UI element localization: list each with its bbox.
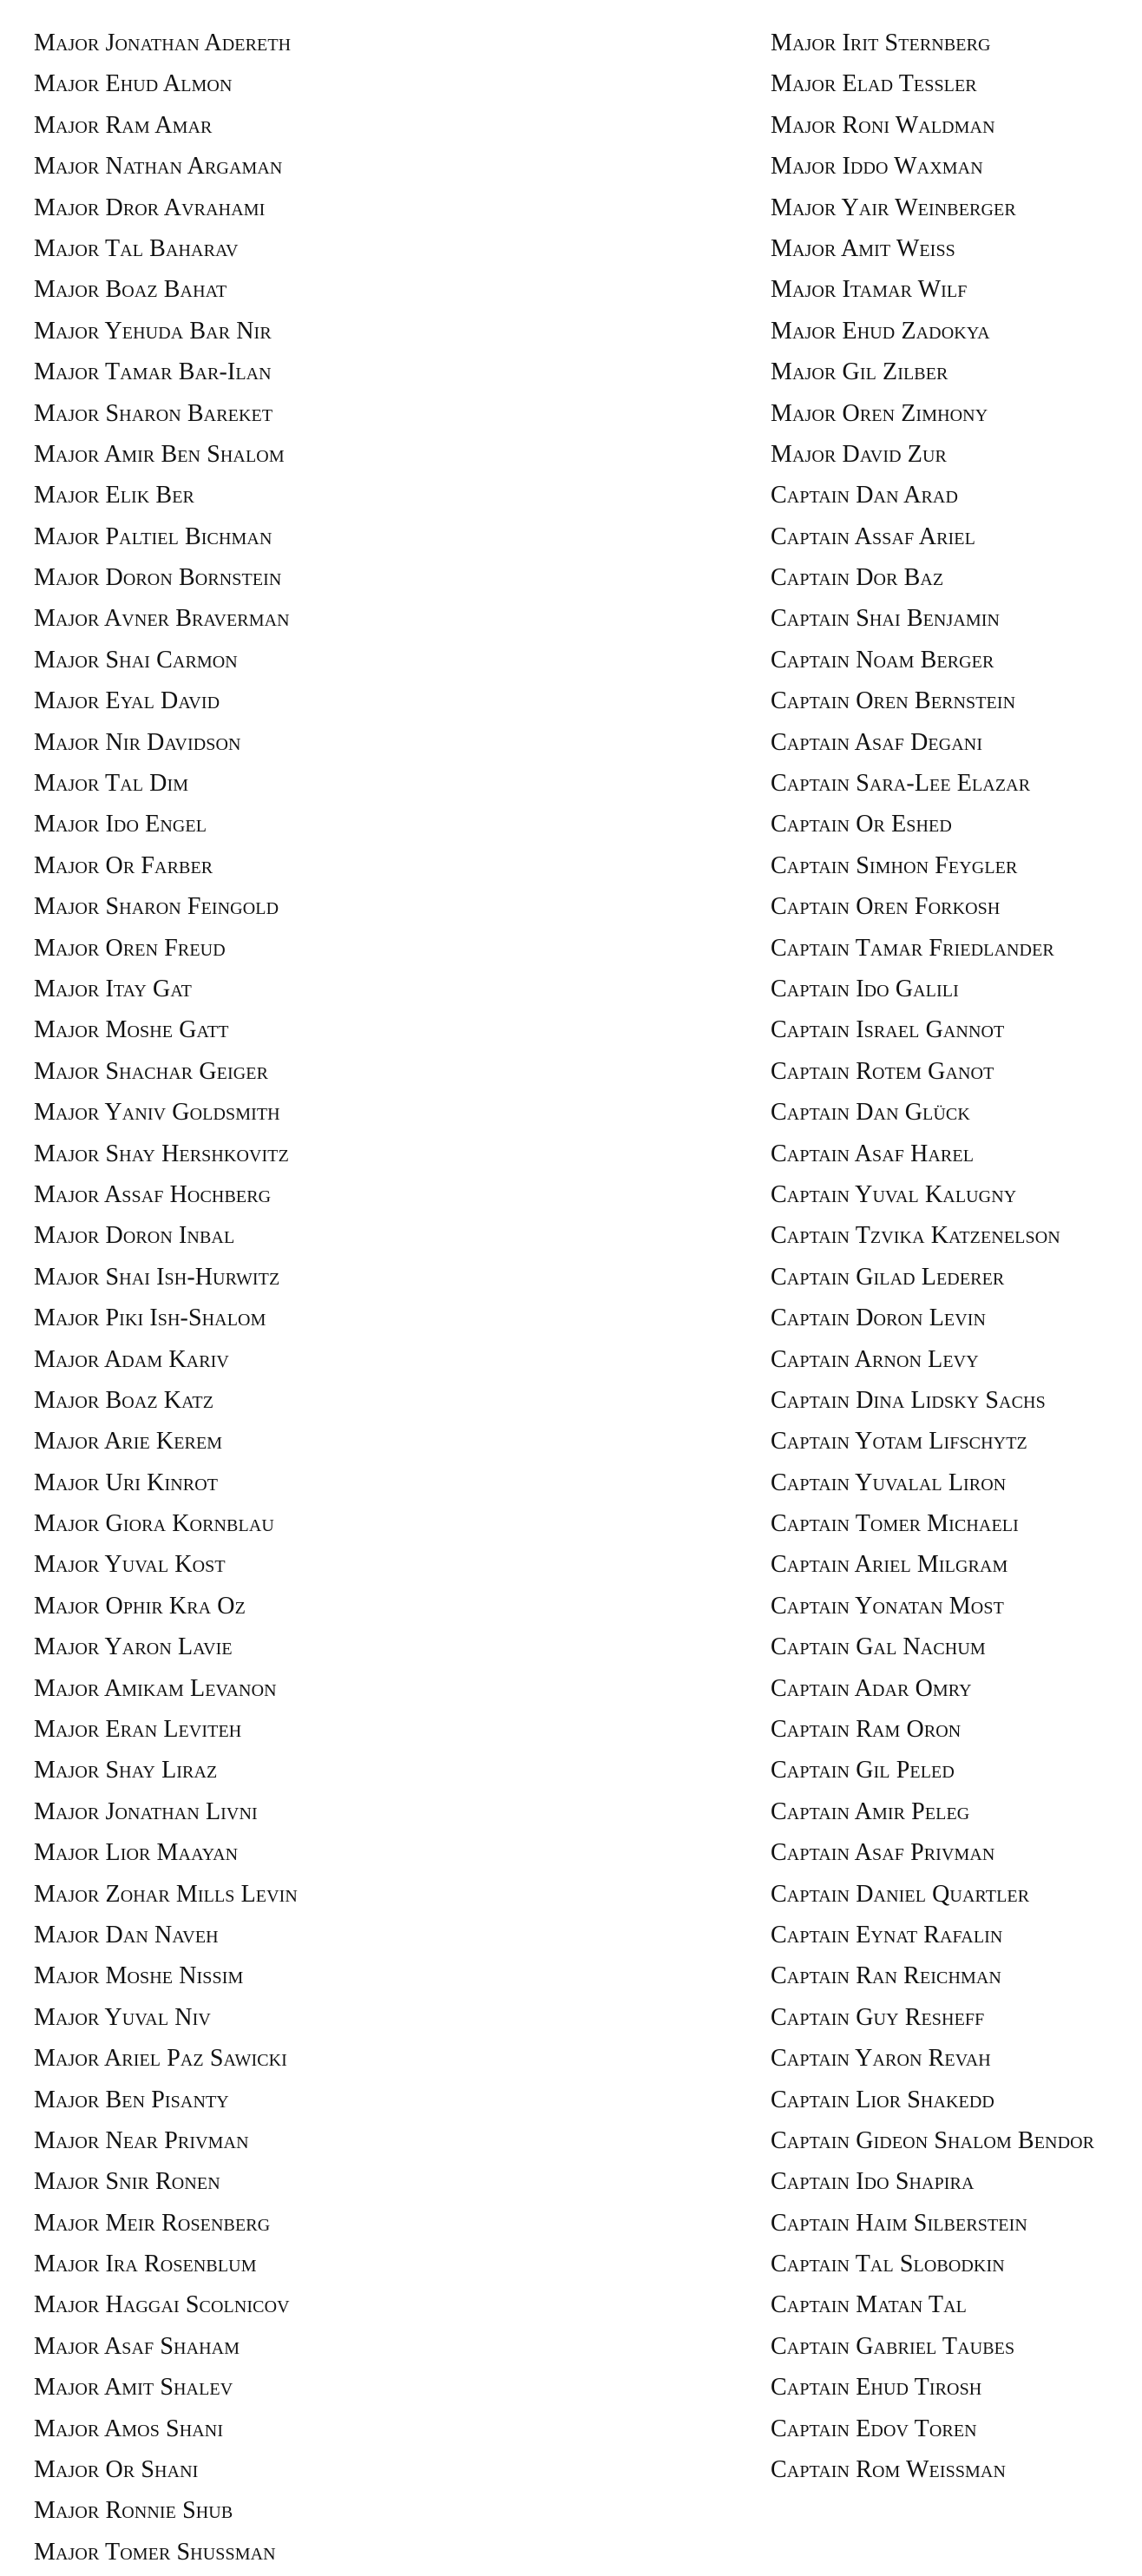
- list-item: Captain Daniel Quartler: [771, 1880, 1030, 1908]
- list-item: Major Snir Ronen: [34, 2168, 220, 2196]
- list-item: Captain Yaron Revah: [771, 2045, 991, 2073]
- list-item: Captain Arnon Levy: [771, 1345, 979, 1373]
- list-item: Captain Guy Resheff: [771, 2003, 985, 2031]
- list-item: Captain Ido Galili: [771, 975, 959, 1002]
- list-item: Captain Amir Peleg: [771, 1797, 970, 1825]
- list-item: Major Yuval Kost: [34, 1551, 226, 1579]
- list-item: Major Tamar Bar-Ilan: [34, 358, 272, 386]
- list-item: Captain Gil Peled: [771, 1757, 955, 1784]
- list-item: Major Moshe Nissim: [34, 1962, 244, 1990]
- list-item: Captain Sara-Lee Elazar: [771, 770, 1031, 798]
- list-item: Major Moshe Gatt: [34, 1016, 229, 1044]
- list-item: Major Amikam Levanon: [34, 1674, 277, 1702]
- list-item: Captain Yotam Lifschytz: [771, 1428, 1027, 1456]
- list-item: Captain Adar Omry: [771, 1674, 972, 1702]
- list-item: Major Nir Davidson: [34, 728, 241, 756]
- list-item: Major Giora Kornblau: [34, 1510, 274, 1538]
- list-item: Major Yaniv Goldsmith: [34, 1099, 280, 1127]
- list-item: Major Yair Weinberger: [771, 194, 1016, 221]
- list-item: Captain Oren Bernstein: [771, 687, 1016, 715]
- list-item: Major Or Shani: [34, 2456, 199, 2484]
- list-item: Major Paltiel Bichman: [34, 522, 272, 550]
- list-item: Major Sharon Bareket: [34, 399, 273, 427]
- list-item: Captain Asaf Privman: [771, 1839, 995, 1867]
- list-item: Major Ira Rosenblum: [34, 2251, 257, 2278]
- list-item: Major Adam Kariv: [34, 1345, 229, 1373]
- list-item: Captain Asaf Degani: [771, 728, 983, 756]
- list-item: Major Iddo Waxman: [771, 153, 983, 181]
- list-item: Captain Matan Tal: [771, 2291, 967, 2319]
- list-item: Major Yehuda Bar Nir: [34, 317, 272, 345]
- list-item: Major Jonathan Adereth: [34, 30, 292, 56]
- list-item: Major Ram Amar: [34, 111, 213, 139]
- list-item: Captain Tal Slobodkin: [771, 2251, 1005, 2278]
- list-item: Captain Israel Gannot: [771, 1016, 1005, 1044]
- list-item: Major Ehud Zadokya: [771, 317, 990, 345]
- list-item: Major Near Privman: [34, 2126, 249, 2154]
- list-item: Major Or Farber: [34, 851, 213, 879]
- list-item: Captain Yuval Kalugny: [771, 1180, 1017, 1208]
- list-item: Major Irit Sternberg: [771, 30, 991, 56]
- list-item: Major Ronnie Shub: [34, 2497, 233, 2525]
- left-name-column: [34, 26, 745, 2576]
- list-item: Major Dan Naveh: [34, 1921, 219, 1948]
- list-item: Major Amir Ben Shalom: [34, 440, 285, 468]
- list-item: Captain Eynat Rafalin: [771, 1921, 1003, 1948]
- list-item: Captain Or Eshed: [771, 811, 952, 838]
- list-item: Major David Zur: [771, 440, 947, 468]
- list-item: Major Haggai Scolnicov: [34, 2291, 290, 2319]
- list-item: Major Amit Shalev: [34, 2374, 233, 2402]
- list-item: Captain Yonatan Most: [771, 1592, 1004, 1620]
- list-item: Major Shai Carmon: [34, 646, 238, 674]
- list-item: Captain Gal Nachum: [771, 1633, 986, 1661]
- list-item: Major Asaf Shaham: [34, 2332, 240, 2360]
- list-item: Major Shay Liraz: [34, 1757, 218, 1784]
- list-item: Major Yaron Lavie: [34, 1633, 233, 1661]
- list-item: Captain Ehud Tirosh: [771, 2374, 982, 2402]
- list-item: Captain Tzvika Katzenelson: [771, 1222, 1060, 1250]
- list-item: Major Oren Freud: [34, 934, 226, 962]
- list-item: Major Ehud Almon: [34, 70, 233, 98]
- list-item: Major Oren Zimhony: [771, 399, 988, 427]
- list-item: Captain Oren Forkosh: [771, 893, 1001, 921]
- list-item: Captain Ariel Milgram: [771, 1551, 1008, 1579]
- list-item: Captain Rom Weissman: [771, 2456, 1007, 2484]
- list-item: Major Piki Ish-Shalom: [34, 1304, 266, 1332]
- list-item: Major Jonathan Livni: [34, 1797, 258, 1825]
- list-item: Major Shai Ish-Hurwitz: [34, 1263, 280, 1291]
- list-item: Captain Dan Arad: [771, 482, 959, 509]
- list-item: Major Roni Waldman: [771, 111, 995, 139]
- list-item: Captain Doron Levin: [771, 1304, 987, 1332]
- right-name-column: [771, 26, 1135, 2494]
- list-item: Major Ben Pisanty: [34, 2086, 229, 2113]
- list-item: Major Elad Tessler: [771, 70, 977, 98]
- list-item: Major Tal Baharav: [34, 234, 239, 262]
- list-item: Major Ophir Kra Oz: [34, 1592, 246, 1620]
- list-item: Captain Dan Glück: [771, 1099, 970, 1127]
- list-item: Major Elik Ber: [34, 482, 194, 509]
- list-item: Major Itamar Wilf: [771, 276, 968, 304]
- list-item: Captain Noam Berger: [771, 646, 994, 674]
- list-item: Captain Lior Shakedd: [771, 2086, 994, 2113]
- list-item: Captain Yuvalal Liron: [771, 1469, 1007, 1496]
- list-item: Captain Haim Silberstein: [771, 2209, 1027, 2237]
- list-item: Major Sharon Feingold: [34, 893, 279, 921]
- list-item: Captain Dor Baz: [771, 564, 944, 592]
- list-item: Major Meir Rosenberg: [34, 2209, 271, 2237]
- list-item: Captain Ido Shapira: [771, 2168, 975, 2196]
- list-item: Major Tal Dim: [34, 770, 189, 798]
- list-item: Captain Simhon Feygler: [771, 851, 1018, 879]
- list-item: Major Ariel Paz Sawicki: [34, 2045, 287, 2073]
- list-item: Captain Ram Oron: [771, 1716, 962, 1744]
- list-item: Captain Asaf Harel: [771, 1140, 975, 1167]
- list-item: Major Tomer Shussman: [34, 2538, 276, 2566]
- list-item: Major Doron Inbal: [34, 1222, 235, 1250]
- list-item: Major Uri Kinrot: [34, 1469, 219, 1496]
- list-item: Captain Gilad Lederer: [771, 1263, 1005, 1291]
- list-item: Captain Tomer Michaeli: [771, 1510, 1019, 1538]
- list-item: Major Gil Zilber: [771, 358, 948, 386]
- list-item: Major Boaz Bahat: [34, 276, 227, 304]
- list-item: Captain Tamar Friedlander: [771, 934, 1054, 962]
- list-item: Major Doron Bornstein: [34, 564, 282, 592]
- list-item: Major Itay Gat: [34, 975, 192, 1002]
- list-item: Major Arie Kerem: [34, 1428, 223, 1456]
- list-item: Major Eran Leviteh: [34, 1716, 242, 1744]
- list-item: Major Avner Braverman: [34, 605, 290, 633]
- list-item: Captain Edov Toren: [771, 2415, 977, 2442]
- list-item: Captain Assaf Ariel: [771, 522, 975, 550]
- list-item: Major Amos Shani: [34, 2415, 224, 2442]
- list-item: Major Shay Hershkovitz: [34, 1140, 289, 1167]
- list-item: Captain Shai Benjamin: [771, 605, 1001, 633]
- list-item: Major Eyal David: [34, 687, 220, 715]
- list-item: Captain Gabriel Taubes: [771, 2332, 1015, 2360]
- list-item: Major Assaf Hochberg: [34, 1180, 272, 1208]
- list-item: Major Dror Avrahami: [34, 194, 266, 221]
- list-item: Major Boaz Katz: [34, 1386, 214, 1414]
- list-item: Major Lior Maayan: [34, 1839, 239, 1867]
- list-item: Captain Rotem Ganot: [771, 1057, 994, 1085]
- list-item: Major Amit Weiss: [771, 234, 955, 262]
- list-item: Major Shachar Geiger: [34, 1057, 269, 1085]
- list-item: Captain Dina Lidsky Sachs: [771, 1386, 1046, 1414]
- list-item: Captain Gideon Shalom Bendor: [771, 2126, 1095, 2154]
- list-item: Major Zohar Mills Levin: [34, 1880, 298, 1908]
- list-item: Major Nathan Argaman: [34, 153, 283, 181]
- list-item: Major Yuval Niv: [34, 2003, 211, 2031]
- list-item: Captain Ran Reichman: [771, 1962, 1001, 1990]
- list-item: Major Ido Engel: [34, 811, 207, 838]
